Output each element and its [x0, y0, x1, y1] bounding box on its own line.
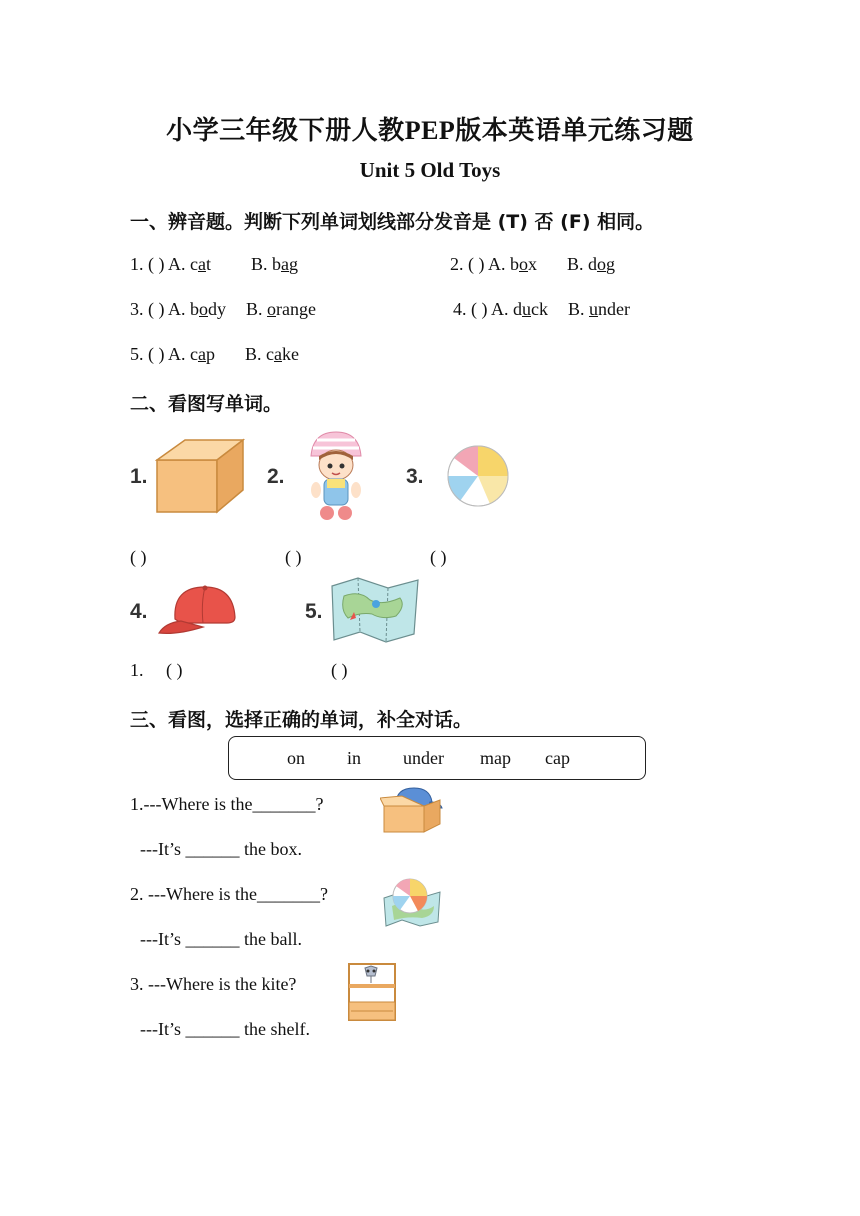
q3-a-prefix: 3. ( ) A. b: [130, 299, 199, 319]
q5-b-rest: ke: [281, 344, 299, 364]
picture-number-3: 3.: [406, 465, 424, 488]
question-1: [130, 254, 298, 275]
answer-blank-5[interactable]: ( ): [331, 660, 348, 680]
answer-blank-2[interactable]: ( ): [285, 547, 302, 567]
word-bank-in: in: [347, 748, 362, 768]
question-2: [450, 254, 615, 275]
q2-a-prefix: 2. ( ) A. b: [450, 254, 519, 274]
q4-a-rest: ck: [531, 299, 548, 319]
section-1-heading: 一、辨音题。判断下列单词划线部分发音是 (T) 否 (F) 相同。: [130, 211, 655, 233]
picture-number-1: 1.: [130, 465, 148, 488]
picture-number-5: 5.: [305, 600, 323, 623]
dialog-2-answer: ---It’s ______ the ball.: [140, 929, 302, 949]
q1-b-prefix: B. b: [251, 254, 282, 274]
q3-b-rest: range: [276, 299, 316, 319]
q4-a-prefix: 4. ( ) A. d: [453, 299, 522, 319]
question-5: [130, 344, 299, 365]
q4-b-rest: nder: [598, 299, 630, 319]
question-4: [453, 299, 630, 320]
q3-a-rest: dy: [208, 299, 226, 319]
cap-icon: [157, 583, 239, 637]
q2-b-underlined: o: [597, 254, 607, 274]
q5-b-underlined: a: [273, 344, 282, 364]
dialog-3-answer: ---It’s ______ the shelf.: [140, 1019, 310, 1039]
title-part-latin: PEP: [404, 116, 456, 145]
dialog-1-answer: ---It’s ______ the box.: [140, 839, 302, 859]
q1-a-prefix: 1. ( ) A. c: [130, 254, 198, 274]
doll-icon: [305, 430, 367, 522]
q1-a-underlined: a: [197, 254, 206, 274]
q2-a-rest: x: [528, 254, 537, 274]
q4-b-underlined: u: [589, 299, 599, 319]
q2-b-prefix: B. d: [567, 254, 598, 274]
picture-number-4: 4.: [130, 600, 148, 623]
word-bank-on: on: [287, 748, 305, 768]
q5-a-prefix: 5. ( ) A. c: [130, 344, 198, 364]
word-bank-under: under: [403, 748, 444, 768]
page-title: [0, 110, 860, 147]
cap-in-box-icon: [380, 786, 444, 834]
answer-blank-4[interactable]: ( ): [166, 660, 183, 680]
answer-blank-3[interactable]: ( ): [430, 547, 447, 567]
section-3-heading: 三、看图，选择正确的单词，补全对话。: [130, 709, 473, 731]
q2-b-rest: g: [606, 254, 616, 274]
picture-number-2: 2.: [267, 465, 285, 488]
map-icon: [330, 576, 420, 644]
title-part-1: 小学三年级下册人教: [166, 116, 405, 146]
section-2-heading: 二、看图写单词。: [130, 393, 283, 415]
q1-b-underlined: a: [281, 254, 290, 274]
q1-b-rest: g: [289, 254, 299, 274]
question-3: [130, 299, 316, 320]
page-subtitle: Unit 5 Old Toys: [359, 158, 501, 182]
title-part-2: 版本英语单元练习题: [455, 116, 694, 146]
word-bank-cap: cap: [545, 748, 570, 768]
q5-a-underlined: a: [197, 344, 206, 364]
q3-b-underlined: o: [267, 299, 277, 319]
q4-a-underlined: u: [522, 299, 531, 319]
q3-a-underlined: o: [199, 299, 208, 319]
ball-icon: [446, 444, 510, 508]
q4-b-prefix: B.: [568, 299, 590, 319]
q1-a-rest: t: [205, 254, 211, 274]
q2-a-underlined: o: [519, 254, 528, 274]
q5-b-prefix: B. c: [244, 344, 274, 364]
row2-number: 1.: [130, 660, 144, 680]
dialog-3-question: 3. ---Where is the kite?: [130, 974, 297, 994]
kite-on-shelf-icon: [347, 962, 397, 1022]
dialog-2-question: 2. ---Where is the_______?: [130, 884, 328, 904]
box-icon: [155, 438, 245, 514]
answer-blank-1[interactable]: ( ): [130, 547, 147, 567]
word-bank-map: map: [480, 748, 511, 768]
dialog-1-question: 1.---Where is the_______?: [130, 794, 324, 814]
q5-a-rest: p: [205, 344, 215, 364]
q3-b-prefix: B.: [246, 299, 268, 319]
ball-on-map-icon: [382, 876, 442, 928]
